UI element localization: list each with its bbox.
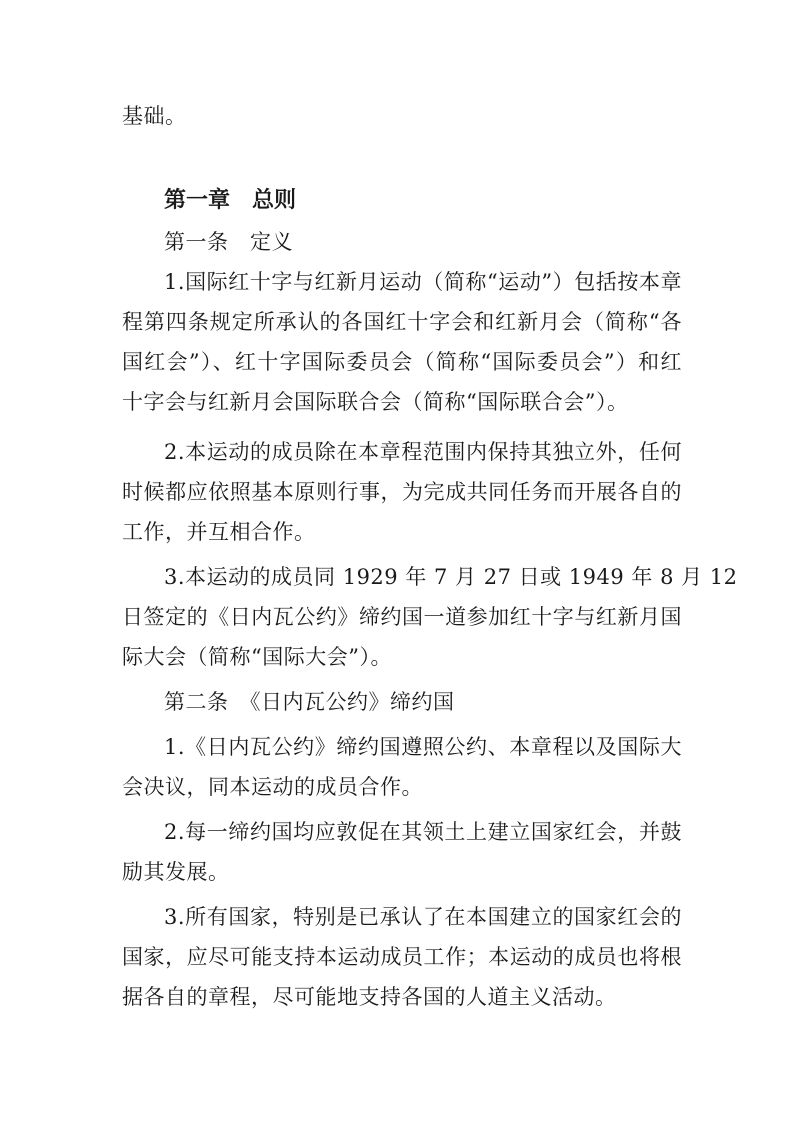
article-2-paragraph-2-line-2: 励其发展。 <box>122 860 230 884</box>
article-1-paragraph-1-line-4: 十字会与红新月会国际联合会（简称“国际联合会”）。 <box>122 390 629 414</box>
article-1-paragraph-1-line-2: 程第四条规定所承认的各国红十字会和红新月会（简称“各 <box>122 310 682 334</box>
article-2-title: 第二条 《日内瓦公约》缔约国 <box>164 690 455 714</box>
article-2-paragraph-3-line-1: 3.所有国家，特别是已承认了在本国建立的国家红会的 <box>164 905 682 929</box>
chapter-heading: 第一章 总则 <box>164 188 297 213</box>
article-2-paragraph-3-line-2: 国家，应尽可能支持本运动成员工作；本运动的成员也将根 <box>122 945 682 969</box>
article-1-paragraph-3-line-2: 日签定的《日内瓦公约》缔约国一道参加红十字与红新月国 <box>122 605 682 629</box>
article-2-paragraph-1-line-2: 会决议，同本运动的成员合作。 <box>122 775 423 799</box>
article-1-paragraph-2-line-2: 时候都应依照基本原则行事，为完成共同任务而开展各自的 <box>122 480 682 504</box>
article-1-paragraph-3-line-1: 3.本运动的成员同 1929 年 7 月 27 日或 1949 年 8 月 12 <box>164 565 738 589</box>
previous-paragraph-end: 基础。 <box>122 104 187 128</box>
article-2-paragraph-2-line-1: 2.每一缔约国均应敦促在其领土上建立国家红会，并鼓 <box>164 820 682 844</box>
article-2-paragraph-1-line-1: 1.《日内瓦公约》缔约国遵照公约、本章程以及国际大 <box>164 735 682 759</box>
article-1-paragraph-2-line-3: 工作，并互相合作。 <box>122 520 316 544</box>
article-1-title: 第一条 定义 <box>164 230 293 254</box>
article-1-paragraph-3-line-3: 际大会（简称“国际大会”）。 <box>122 645 392 669</box>
article-1-paragraph-2-line-1: 2.本运动的成员除在本章程范围内保持其独立外，任何 <box>164 440 682 464</box>
article-2-paragraph-3-line-3: 据各自的章程，尽可能地支持各国的人道主义活动。 <box>122 985 617 1009</box>
article-1-paragraph-1-line-3: 国红会”）、红十字国际委员会（简称“国际委员会”）和红 <box>122 350 682 374</box>
article-1-paragraph-1-line-1: 1.国际红十字与红新月运动（简称“运动”）包括按本章 <box>164 270 682 294</box>
